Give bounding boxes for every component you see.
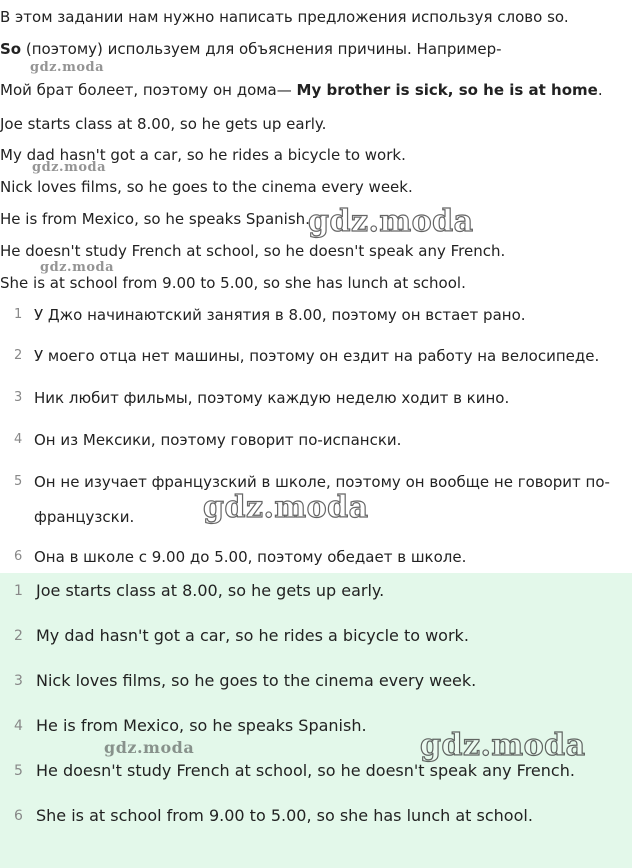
example-russian: Мой брат болеет, поэтому он дома— xyxy=(0,81,297,99)
item-number: 1 xyxy=(14,583,23,599)
translation-text: У моего отца нет машины, поэтому он ездит на работу на велосипеде. xyxy=(34,347,600,365)
answer-text: Joe starts class at 8.00, so he gets up early. xyxy=(36,581,385,600)
item-number: 6 xyxy=(14,549,23,564)
watermark: gdz.moda xyxy=(40,260,115,275)
answer-block xyxy=(0,573,632,868)
translation-text: У Джо начинаютский занятия в 8.00, поэтому он встает рано. xyxy=(34,306,526,324)
sentence-5: He doesn't study French at school, so he doesn't speak any French. xyxy=(0,242,506,260)
sentence-2: My dad hasn't got a car, so he rides a bicycle to work. xyxy=(0,146,406,164)
item-number: 3 xyxy=(14,673,23,689)
item-number: 2 xyxy=(14,348,23,363)
answer-text: My dad hasn't got a car, so he rides a bicycle to work. xyxy=(36,626,469,645)
item-number: 3 xyxy=(14,390,23,405)
sentence-3: Nick loves films, so he goes to the cinema every week. xyxy=(0,178,413,196)
item-number: 2 xyxy=(14,628,23,644)
answer-text: Nick loves films, so he goes to the cinema every week. xyxy=(36,671,477,690)
translation-text: Он не изучает французский в школе, поэтому он вообще не говорит по- xyxy=(34,473,610,491)
sentence-4: He is from Mexico, so he speaks Spanish. xyxy=(0,210,310,228)
sentence-6: She is at school from 9.00 to 5.00, so she has lunch at school. xyxy=(0,274,466,292)
sentence-1: Joe starts class at 8.00, so he gets up early. xyxy=(0,115,327,133)
item-number: 5 xyxy=(14,763,23,779)
intro-line-3 xyxy=(0,80,603,100)
intro-line-2-rest: (поэтому) используем для объяснения причины. Например- xyxy=(21,40,502,58)
watermark: gdz.moda xyxy=(420,728,586,763)
so-bold: So xyxy=(0,40,22,58)
answer-text: He doesn't study French at school, so he doesn't speak any French. xyxy=(36,761,575,780)
item-number: 4 xyxy=(14,432,23,447)
intro-line-2 xyxy=(0,39,502,59)
translation-text: Он из Мексики, поэтому говорит по-испански. xyxy=(34,431,402,449)
example-english: My brother is sick, so he is at home xyxy=(296,81,598,99)
translation-text: французски. xyxy=(34,508,135,526)
item-number: 6 xyxy=(14,808,23,824)
example-end: . xyxy=(597,81,603,99)
translation-text: Ник любит фильмы, поэтому каждую неделю ходит в кино. xyxy=(34,389,510,407)
answer-text: He is from Mexico, so he speaks Spanish. xyxy=(36,716,367,735)
answer-text: She is at school from 9.00 to 5.00, so she has lunch at school. xyxy=(36,806,533,825)
intro-line-1: В этом задании нам нужно написать предложения используя слово so. xyxy=(0,8,569,26)
item-number: 5 xyxy=(14,474,23,489)
item-number: 4 xyxy=(14,718,23,734)
watermark: gdz.moda xyxy=(30,60,105,75)
watermark: gdz.moda xyxy=(104,738,195,757)
translation-text: Она в школе с 9.00 до 5.00, поэтому обедает в школе. xyxy=(34,548,467,566)
watermark: gdz.moda xyxy=(203,490,369,525)
watermark: gdz.moda xyxy=(308,204,474,239)
item-number: 1 xyxy=(14,307,23,322)
watermark: gdz.moda xyxy=(32,160,107,175)
